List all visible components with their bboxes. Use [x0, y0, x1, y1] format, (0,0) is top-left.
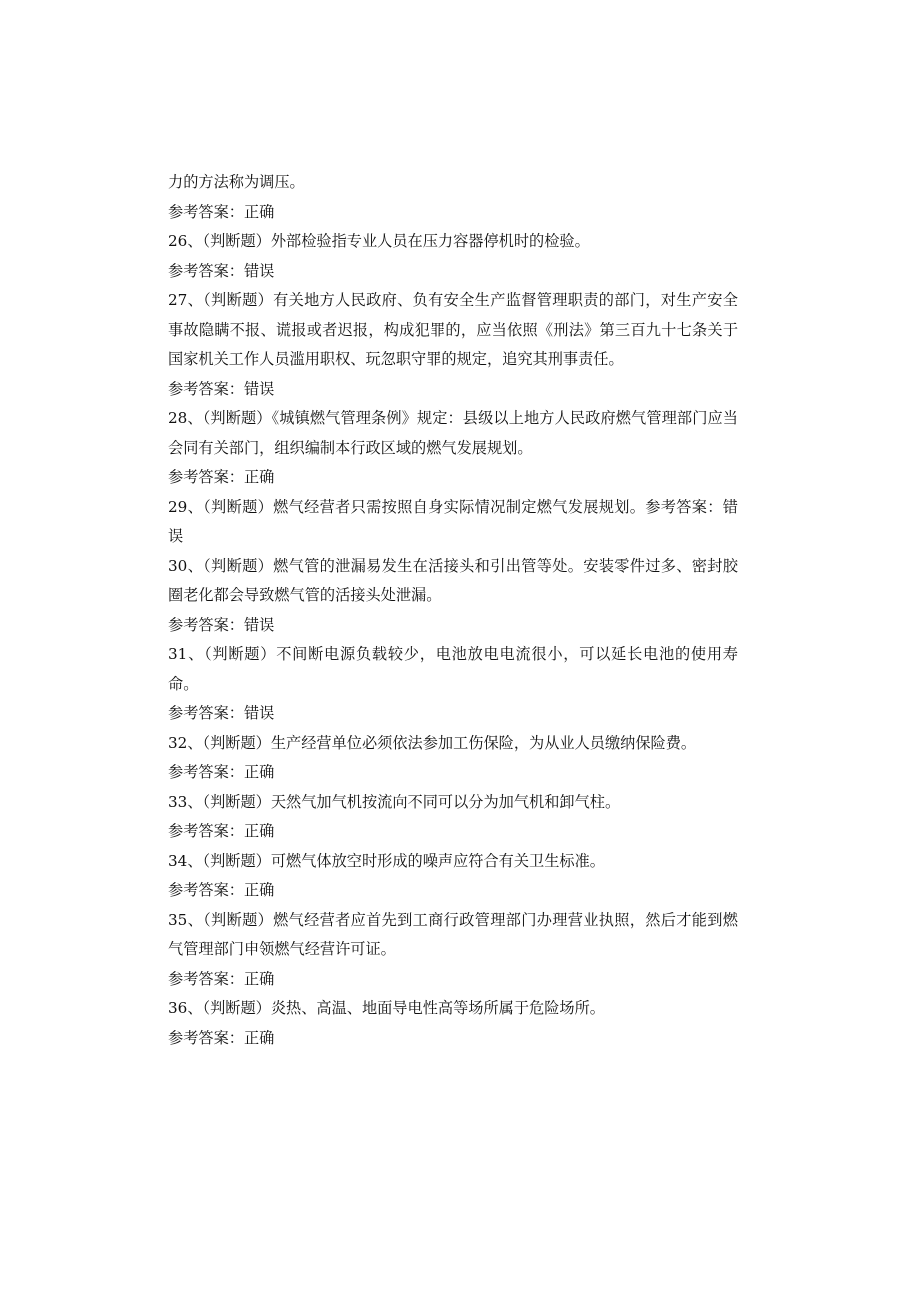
document-page — [168, 168, 738, 1053]
question-35: 35、（判断题）燃气经营者应首先到工商行政管理部门办理营业执照，然后才能到燃气管理部门申领燃气经营许可证。 — [168, 910, 738, 958]
question-26: 26、（判断题）外部检验指专业人员在压力容器停机时的检验。 — [168, 232, 590, 250]
answer-line: 参考答案：错误 — [168, 704, 275, 722]
question-36: 36、（判断题）炎热、高温、地面导电性高等场所属于危险场所。 — [168, 999, 605, 1017]
answer-line: 参考答案：错误 — [168, 379, 275, 398]
answer-line: 参考答案：错误 — [168, 615, 275, 634]
answer-line: 参考答案：正确 — [168, 202, 275, 221]
question-text-continued: 力的方法称为调压。 — [168, 173, 305, 191]
question-27: 27、（判断题）有关地方人民政府、负有安全生产监督管理职责的部门，对生产安全事故隐瞒不报、谎报或者迟报，构成犯罪的，应当依照《刑法》第三百九十七条关于国家机关工作人员滥用职权、玩忽职守罪的规定，追究其刑事责任。 — [168, 291, 738, 368]
question-32: 32、（判断题）生产经营单位必须依法参加工伤保险，为从业人员缴纳保险费。 — [168, 733, 697, 752]
answer-line: 参考答案：错误 — [168, 261, 275, 280]
question-28: 28、（判断题）《城镇燃气管理条例》规定：县级以上地方人民政府燃气管理部门应当会同有关部门，组织编制本行政区域的燃气发展规划。 — [168, 409, 738, 457]
question-29: 29、（判断题）燃气经营者只需按照自身实际情况制定燃气发展规划。参考答案：错误 — [168, 497, 738, 545]
answer-line: 参考答案：正确 — [168, 969, 275, 988]
question-30: 30、（判断题）燃气管的泄漏易发生在活接头和引出管等处。安装零件过多、密封胶圈老化都会导致燃气管的活接头处泄漏。 — [168, 556, 738, 604]
answer-line: 参考答案：正确 — [168, 468, 275, 486]
question-34: 34、（判断题）可燃气体放空时形成的噪声应符合有关卫生标准。 — [168, 851, 605, 870]
answer-line: 参考答案：正确 — [168, 763, 275, 781]
question-31: 31、（判断题）不间断电源负载较少，电池放电电流很小，可以延长电池的使用寿命。 — [168, 645, 738, 693]
answer-line: 参考答案：正确 — [168, 822, 275, 840]
question-33: 33、（判断题）天然气加气机按流向不同可以分为加气机和卸气柱。 — [168, 792, 621, 811]
answer-line: 参考答案：正确 — [168, 881, 275, 899]
answer-line: 参考答案：正确 — [168, 1028, 275, 1047]
